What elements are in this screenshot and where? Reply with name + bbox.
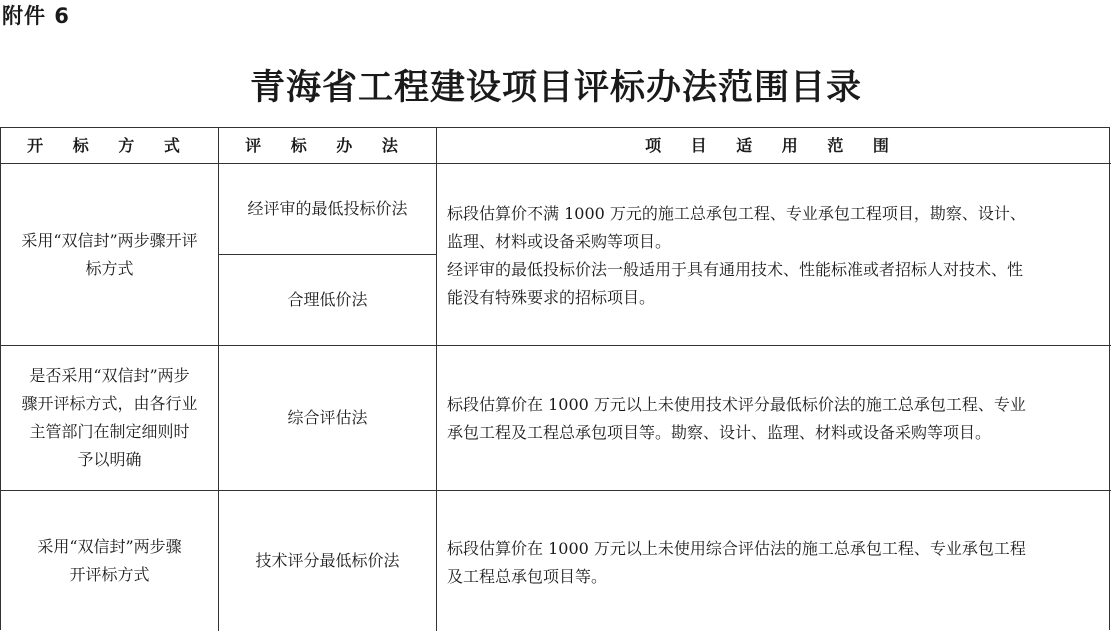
row1-opening-method-text: 采用“双信封”两步骤开评标方式	[21, 230, 198, 278]
row3-method: 技术评分最低标价法	[255, 551, 400, 570]
row1-scope	[447, 200, 1111, 312]
row3-opening-method	[1, 491, 218, 631]
evaluation-methods-table	[0, 127, 1110, 630]
scope-line: 能没有特殊要求的招标项目。	[447, 288, 656, 307]
scope-line: 监理、材料或设备采购等项目。	[447, 232, 672, 251]
row3-scope	[447, 535, 1111, 591]
opening-method-line: 予以明确	[77, 450, 142, 469]
opening-method-line: 采用“双信封”两步骤	[37, 537, 182, 556]
opening-method-line: 是否采用“双信封”两步	[29, 366, 190, 385]
column-divider	[436, 128, 437, 631]
header-scope: 项 目 适 用 范 围	[645, 135, 901, 155]
header-opening-method: 开 标 方 式	[27, 135, 192, 155]
scope-line: 标段估算价在 1000 万元以上未使用技术评分最低标价法的施工总承包工程、专业	[447, 395, 1026, 414]
scope-line: 经评审的最低投标价法一般适用于具有通用技术、性能标准或者招标人对技术、性	[447, 260, 1024, 279]
row1-method-2: 合理低价法	[287, 290, 368, 309]
header-evaluation-method: 评 标 办 法	[245, 135, 410, 155]
opening-method-line: 骤开评标方式，由各行业	[21, 394, 198, 413]
scope-line: 标段估算价在 1000 万元以上未使用综合评估法的施工总承包工程、专业承包工程	[447, 539, 1026, 558]
row1-method-1: 经评审的最低投标价法	[247, 199, 408, 218]
attachment-label: 附件 6	[2, 4, 70, 28]
row2-method: 综合评估法	[287, 408, 368, 427]
row2-opening-method	[1, 346, 218, 490]
row1-opening-method	[1, 164, 218, 345]
scope-line: 及工程总承包项目等。	[447, 567, 608, 586]
opening-method-line: 开评标方式	[69, 565, 150, 584]
opening-method-line: 主管部门在制定细则时	[29, 422, 190, 441]
page-title: 青海省工程建设项目评标办法范围目录	[249, 67, 862, 108]
scope-line: 标段估算价不满 1000 万元的施工总承包工程、专业承包工程项目，勘察、设计、	[447, 204, 1026, 223]
row2-scope	[447, 391, 1111, 447]
scope-line: 承包工程及工程总承包项目等。勘察、设计、监理、材料或设备采购等项目。	[447, 423, 992, 442]
